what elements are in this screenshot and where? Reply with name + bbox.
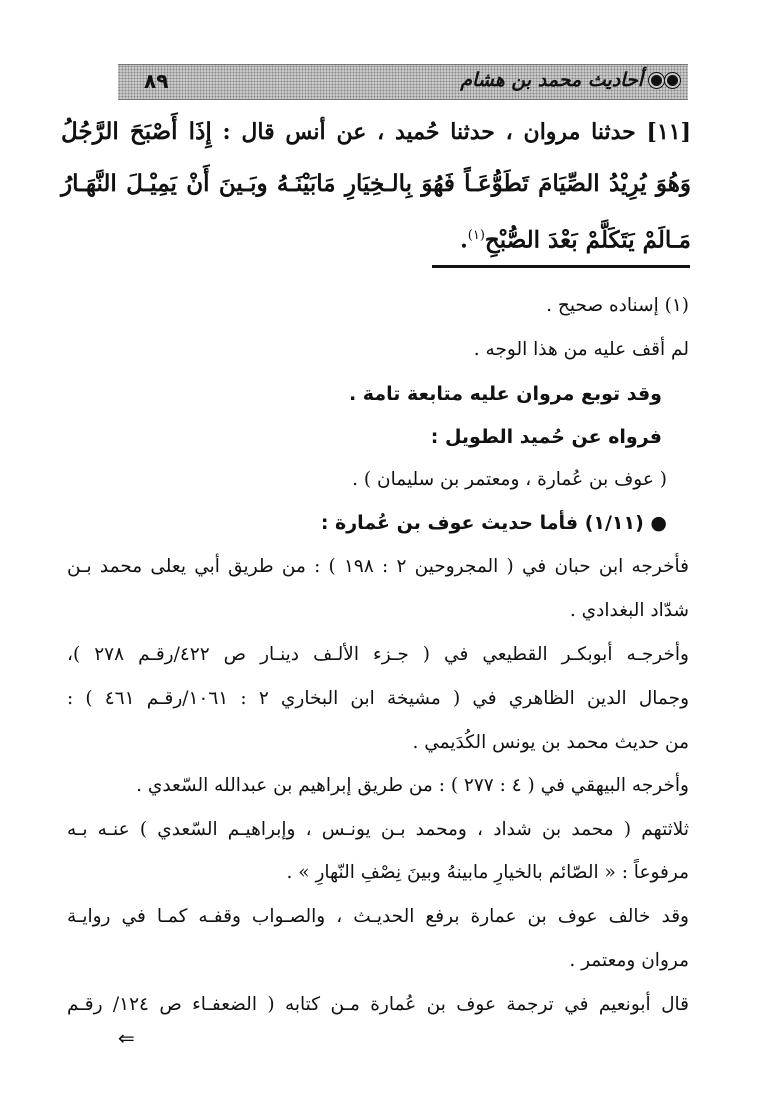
book-title: أحاديث محمد بن هشام: [460, 69, 643, 91]
note-heading: وقد توبع مروان عليه متابعة تامة .: [348, 383, 662, 405]
running-title: [460, 69, 680, 91]
note-line: ثلاثتهم ( محمد بن شداد ، ومحمد بـن يونـس ، وإبراهيـم السّعدي ) عنـه بـه: [67, 819, 689, 840]
note-line: فأخرجه ابن حبان في ( المجروحين ٢ : ١٩٨ ) : من طريق أبي يعلى محمد بـن: [67, 556, 689, 577]
note-line: مروان ومعتمر .: [569, 950, 689, 971]
note-line: وقد خالف عوف بن عمارة برفع الحديـث ، والصـواب وقفـه كمـا في روايـة: [67, 906, 689, 927]
footnote-ref: (١): [467, 228, 485, 243]
page-number: ٨٩: [144, 69, 169, 93]
note-line: وأخرجه البيهقي في ( ٤ : ٢٧٧ ) : من طريق إبراهيم بن عبدالله السّعدي .: [136, 775, 689, 796]
note-line: من حديث محمد بن يونس الكُدَيمي .: [412, 732, 689, 753]
hadith-matn: إِذَا أَصْبَحَ الرَّجُلُ وَهُوَ يُرِيْدُ الصِّيَامَ تَطَوُّعَـاً فَهُوَ بِالـخِيَارِ مَابَيْنَـهُ وبَـينَ أَنْ يَمِيْـلَ النَّهَـارُ مَـالَمْ يَتَكَلَّمْ بَعْدَ الصُّبْحِ: [61, 118, 691, 254]
note-line: وجمال الدين الظاهري في ( مشيخة ابن البخاري ٢ : ١٠٦١/رقـم ٤٦١ ) :: [67, 688, 689, 709]
note-line: وأخرجـه أبوبكـر القطيعي في ( جـزء الألـف دينـار ص ٤٢٢/رقـم ٢٧٨ )،: [67, 644, 689, 665]
hadith-isnad: [١١] حدثنا مروان ، حدثنا حُميد ، عن أنس قال :: [222, 119, 691, 145]
note-line: لم أقف عليه من هذا الوجه .: [473, 339, 689, 360]
note-line: شدّاد البغدادي .: [569, 600, 689, 621]
note-line: قال أبونعيم في ترجمة عوف بن عُمارة مـن كتابه ( الضعفـاء ص ١٢٤/ رقـم: [67, 994, 689, 1015]
note-heading: فرواه عن حُميد الطويل :: [430, 426, 662, 448]
continuation-arrow-icon: ⇐: [118, 1026, 135, 1050]
hadith-end: .: [460, 227, 468, 254]
double-circle-ornament-icon: [649, 73, 680, 88]
note-line: ( عوف بن عُمارة ، ومعتمر بن سليمان ) .: [352, 469, 667, 490]
note-line: مرفوعاً : « الصّائم بالخيارِ مابينهُ وبينَ نِصْفِ النّهارِ » .: [286, 862, 689, 883]
footnote-separator: [432, 265, 690, 268]
footnote-line: (١) إسناده صحيح .: [546, 295, 689, 316]
page-header: [118, 64, 688, 100]
hadith-text: [61, 106, 691, 266]
section-heading: ● (١/١١) فأما حديث عوف بن عُمارة :: [320, 512, 667, 534]
